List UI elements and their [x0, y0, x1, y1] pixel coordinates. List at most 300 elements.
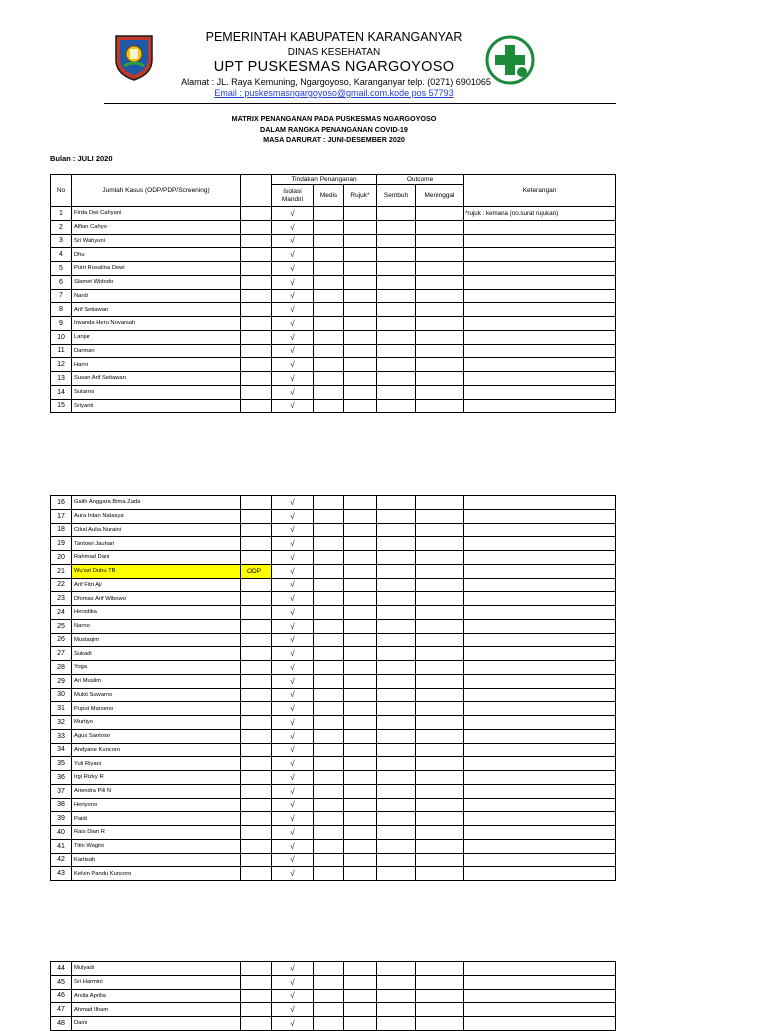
meninggal-cell [416, 578, 464, 592]
sembuh-cell [377, 578, 416, 592]
isolasi-check: √ [272, 496, 314, 510]
row-number: 26 [51, 633, 72, 647]
sembuh-cell [377, 234, 416, 248]
medis-cell [314, 234, 344, 248]
medis-cell [314, 330, 344, 344]
table-row [51, 1003, 616, 1017]
table-row [51, 757, 616, 771]
medis-cell [314, 743, 344, 757]
medis-cell [314, 262, 344, 276]
medis-cell [314, 771, 344, 785]
row-number: 5 [51, 262, 72, 276]
medis-cell [314, 303, 344, 317]
table-row [51, 743, 616, 757]
case-type [241, 716, 272, 730]
table-row [51, 798, 616, 812]
case-type [241, 303, 272, 317]
medis-cell [314, 564, 344, 578]
table-row [51, 248, 616, 262]
isolasi-check: √ [272, 798, 314, 812]
case-name: Harni [72, 358, 241, 372]
case-type [241, 207, 272, 221]
medis-cell [314, 275, 344, 289]
case-type [241, 537, 272, 551]
row-number: 17 [51, 509, 72, 523]
case-name: Yuli Riyani [72, 757, 241, 771]
meninggal-cell [416, 716, 464, 730]
table-row [51, 551, 616, 565]
isolasi-check: √ [272, 303, 314, 317]
case-type [241, 523, 272, 537]
case-name: Kartisah [72, 853, 241, 867]
table-row [51, 207, 616, 221]
rujuk-cell [344, 989, 377, 1003]
row-number: 41 [51, 839, 72, 853]
government-name: PEMERINTAH KABUPATEN KARANGANYAR [205, 30, 463, 44]
case-type [241, 688, 272, 702]
medis-cell [314, 989, 344, 1003]
isolasi-check: √ [272, 564, 314, 578]
rujuk-cell [344, 975, 377, 989]
row-number: 48 [51, 1017, 72, 1031]
case-type [241, 867, 272, 881]
meninggal-cell [416, 674, 464, 688]
case-name: Sutarno [72, 385, 241, 399]
case-type [241, 578, 272, 592]
table-row [51, 523, 616, 537]
table-row [51, 275, 616, 289]
case-type [241, 289, 272, 303]
sembuh-cell [377, 537, 416, 551]
case-name: Mustaqim [72, 633, 241, 647]
case-name: Sukadi [72, 647, 241, 661]
rujuk-cell [344, 234, 377, 248]
keterangan-cell [464, 839, 616, 853]
meninggal-cell [416, 509, 464, 523]
row-number: 16 [51, 496, 72, 510]
case-name: Agus Santoso [72, 729, 241, 743]
keterangan-cell [464, 606, 616, 620]
case-name: Puput Marseno [72, 702, 241, 716]
medis-cell [314, 757, 344, 771]
keterangan-cell [464, 853, 616, 867]
rujuk-cell [344, 248, 377, 262]
case-type [241, 344, 272, 358]
meninggal-cell [416, 523, 464, 537]
medis-cell [314, 578, 344, 592]
isolasi-check: √ [272, 275, 314, 289]
col-type [241, 175, 272, 207]
col-meninggal: Meninggal [416, 185, 464, 207]
case-type [241, 962, 272, 976]
medis-cell [314, 523, 344, 537]
case-type [241, 661, 272, 675]
case-type [241, 633, 272, 647]
sembuh-cell [377, 358, 416, 372]
keterangan-cell [464, 771, 616, 785]
medis-cell [314, 784, 344, 798]
row-number: 27 [51, 647, 72, 661]
case-type [241, 853, 272, 867]
row-number: 28 [51, 661, 72, 675]
sembuh-cell [377, 962, 416, 976]
keterangan-cell [464, 330, 616, 344]
table-row [51, 716, 616, 730]
sembuh-cell [377, 867, 416, 881]
col-rujuk: Rujuk* [344, 185, 377, 207]
case-type [241, 674, 272, 688]
case-type [241, 399, 272, 413]
col-sembuh: Sembuh [377, 185, 416, 207]
sembuh-cell [377, 798, 416, 812]
isolasi-check: √ [272, 853, 314, 867]
case-name: Daini [72, 1017, 241, 1031]
row-number: 11 [51, 344, 72, 358]
case-name: Murtiyo [72, 716, 241, 730]
medis-cell [314, 509, 344, 523]
meninggal-cell [416, 207, 464, 221]
isolasi-check: √ [272, 289, 314, 303]
case-table-2 [50, 495, 616, 881]
meninggal-cell [416, 702, 464, 716]
puskesmas-name: UPT PUSKESMAS NGARGOYOSO [213, 59, 455, 75]
meninggal-cell [416, 798, 464, 812]
keterangan-cell [464, 275, 616, 289]
sembuh-cell [377, 743, 416, 757]
sembuh-cell [377, 716, 416, 730]
case-name: Galih Anggara Bima Zada [72, 496, 241, 510]
case-name: Firda Dwi Cahyani [72, 207, 241, 221]
address-line: Alamat : JL. Raya Kemuning, Ngargoyoso, Karanganyar telp. (0271) 6901065 [181, 77, 491, 87]
case-name: Alfian Cahyo [72, 220, 241, 234]
rujuk-cell [344, 688, 377, 702]
case-type [241, 826, 272, 840]
case-name: Lanjar [72, 330, 241, 344]
isolasi-check: √ [272, 826, 314, 840]
case-name: Paidi [72, 812, 241, 826]
table-row [51, 1017, 616, 1031]
case-name: Irgi Rizky R [72, 771, 241, 785]
isolasi-check: √ [272, 606, 314, 620]
sembuh-cell [377, 647, 416, 661]
row-number: 14 [51, 385, 72, 399]
rujuk-cell [344, 592, 377, 606]
sembuh-cell [377, 853, 416, 867]
rujuk-cell [344, 372, 377, 386]
keterangan-cell [464, 962, 616, 976]
meninggal-cell [416, 962, 464, 976]
row-number: 31 [51, 702, 72, 716]
case-type: ODP [241, 564, 272, 578]
sembuh-cell [377, 207, 416, 221]
rujuk-cell [344, 647, 377, 661]
case-name: Sri Wahyuni [72, 234, 241, 248]
meninggal-cell [416, 853, 464, 867]
isolasi-check: √ [272, 771, 314, 785]
keterangan-cell [464, 385, 616, 399]
medis-cell [314, 551, 344, 565]
isolasi-check: √ [272, 839, 314, 853]
meninggal-cell [416, 248, 464, 262]
keterangan-cell [464, 633, 616, 647]
case-type [241, 509, 272, 523]
rujuk-cell [344, 757, 377, 771]
rujuk-cell [344, 385, 377, 399]
case-name: Arif Fitri Aji [72, 578, 241, 592]
case-name: Dhimas Arif Wibowo [72, 592, 241, 606]
table-row [51, 220, 616, 234]
row-number: 32 [51, 716, 72, 730]
case-type [241, 372, 272, 386]
rujuk-cell [344, 619, 377, 633]
case-type [241, 385, 272, 399]
meninggal-cell [416, 975, 464, 989]
keterangan-cell [464, 234, 616, 248]
keterangan-cell [464, 1003, 616, 1017]
case-table-1 [50, 174, 616, 413]
case-type [241, 798, 272, 812]
meninggal-cell [416, 619, 464, 633]
keterangan-cell [464, 716, 616, 730]
keterangan-cell [464, 661, 616, 675]
medis-cell [314, 344, 344, 358]
case-name: Sriyanti [72, 399, 241, 413]
sembuh-cell [377, 619, 416, 633]
rujuk-cell [344, 523, 377, 537]
medis-cell [314, 853, 344, 867]
keterangan-cell [464, 262, 616, 276]
table-row [51, 853, 616, 867]
email-link[interactable]: Email : puskesmasngargoyoso@gmail.com.kode pos 57793 [214, 88, 454, 98]
case-name: Ariendra Pili N [72, 784, 241, 798]
table-row [51, 771, 616, 785]
sembuh-cell [377, 729, 416, 743]
meninggal-cell [416, 289, 464, 303]
meninggal-cell [416, 688, 464, 702]
isolasi-check: √ [272, 729, 314, 743]
medis-cell [314, 220, 344, 234]
keterangan-cell [464, 757, 616, 771]
case-name: Wu'ozi Duhu TB [72, 564, 241, 578]
sembuh-cell [377, 592, 416, 606]
row-number: 7 [51, 289, 72, 303]
medis-cell [314, 798, 344, 812]
case-name: Ahmad Ilham [72, 1003, 241, 1017]
row-number: 34 [51, 743, 72, 757]
isolasi-check: √ [272, 248, 314, 262]
case-table-3 [50, 961, 616, 1031]
isolasi-check: √ [272, 962, 314, 976]
keterangan-cell [464, 975, 616, 989]
keterangan-cell [464, 303, 616, 317]
case-type [241, 771, 272, 785]
keterangan-cell [464, 372, 616, 386]
case-name: Andyane Kuncoro [72, 743, 241, 757]
case-name: Titin Wagini [72, 839, 241, 853]
meninggal-cell [416, 757, 464, 771]
table-row [51, 688, 616, 702]
rujuk-cell [344, 551, 377, 565]
rujuk-cell [344, 743, 377, 757]
rujuk-cell [344, 496, 377, 510]
medis-cell [314, 647, 344, 661]
document-title [0, 114, 768, 146]
sembuh-cell [377, 523, 416, 537]
meninggal-cell [416, 812, 464, 826]
table-row [51, 592, 616, 606]
medis-cell [314, 619, 344, 633]
rujuk-cell [344, 853, 377, 867]
table-row [51, 619, 616, 633]
sembuh-cell [377, 1003, 416, 1017]
sembuh-cell [377, 262, 416, 276]
isolasi-check: √ [272, 385, 314, 399]
sembuh-cell [377, 399, 416, 413]
case-type [241, 275, 272, 289]
keterangan-cell [464, 674, 616, 688]
keterangan-cell [464, 564, 616, 578]
keterangan-cell [464, 619, 616, 633]
row-number: 13 [51, 372, 72, 386]
row-number: 2 [51, 220, 72, 234]
table-row [51, 839, 616, 853]
case-type [241, 784, 272, 798]
keterangan-cell [464, 592, 616, 606]
row-number: 40 [51, 826, 72, 840]
meninggal-cell [416, 399, 464, 413]
keterangan-cell [464, 289, 616, 303]
table-row [51, 812, 616, 826]
sembuh-cell [377, 289, 416, 303]
rujuk-cell [344, 564, 377, 578]
case-name: Irwanda Heru Novarsah [72, 317, 241, 331]
rujuk-cell [344, 812, 377, 826]
medis-cell [314, 867, 344, 881]
meninggal-cell [416, 633, 464, 647]
row-number: 39 [51, 812, 72, 826]
rujuk-cell [344, 275, 377, 289]
sembuh-cell [377, 372, 416, 386]
case-name: Putri Rosalina Dewi [72, 262, 241, 276]
row-number: 43 [51, 867, 72, 881]
keterangan-cell [464, 496, 616, 510]
meninggal-cell [416, 867, 464, 881]
sembuh-cell [377, 248, 416, 262]
medis-cell [314, 716, 344, 730]
rujuk-cell [344, 399, 377, 413]
isolasi-check: √ [272, 674, 314, 688]
row-number: 12 [51, 358, 72, 372]
case-type [241, 743, 272, 757]
table-row [51, 537, 616, 551]
row-number: 46 [51, 989, 72, 1003]
col-medis: Medis [314, 185, 344, 207]
rujuk-cell [344, 1017, 377, 1031]
table-row [51, 262, 616, 276]
keterangan-cell [464, 344, 616, 358]
isolasi-check: √ [272, 578, 314, 592]
isolasi-check: √ [272, 633, 314, 647]
case-name: Aura Intan Natasya [72, 509, 241, 523]
medis-cell [314, 385, 344, 399]
meninggal-cell [416, 372, 464, 386]
keterangan-cell [464, 743, 616, 757]
isolasi-check: √ [272, 784, 314, 798]
rujuk-cell [344, 537, 377, 551]
table-row [51, 606, 616, 620]
case-name: Susan Arif Setiawan [72, 372, 241, 386]
case-name: Cikal Aulia Nuraini [72, 523, 241, 537]
case-type [241, 330, 272, 344]
rujuk-cell [344, 330, 377, 344]
meninggal-cell [416, 784, 464, 798]
table-row [51, 385, 616, 399]
case-type [241, 619, 272, 633]
rujuk-cell [344, 633, 377, 647]
case-name: Yoga [72, 661, 241, 675]
medis-cell [314, 606, 344, 620]
row-number: 36 [51, 771, 72, 785]
case-name: Dhu [72, 248, 241, 262]
case-name: Ari Muslim [72, 674, 241, 688]
rujuk-cell [344, 729, 377, 743]
sembuh-cell [377, 551, 416, 565]
isolasi-check: √ [272, 989, 314, 1003]
table-row [51, 975, 616, 989]
meninggal-cell [416, 496, 464, 510]
meninggal-cell [416, 358, 464, 372]
row-number: 10 [51, 330, 72, 344]
isolasi-check: √ [272, 537, 314, 551]
table-row [51, 661, 616, 675]
table-row [51, 578, 616, 592]
rujuk-cell [344, 674, 377, 688]
table-row [51, 344, 616, 358]
rujuk-cell [344, 578, 377, 592]
table-row [51, 784, 616, 798]
case-name: Nardi [72, 289, 241, 303]
rujuk-cell [344, 962, 377, 976]
sembuh-cell [377, 757, 416, 771]
sembuh-cell [377, 275, 416, 289]
isolasi-check: √ [272, 358, 314, 372]
keterangan-cell [464, 317, 616, 331]
medis-cell [314, 1003, 344, 1017]
rujuk-cell [344, 702, 377, 716]
isolasi-check: √ [272, 975, 314, 989]
row-number: 19 [51, 537, 72, 551]
green-cross-icon [482, 34, 538, 86]
sembuh-cell [377, 826, 416, 840]
case-type [241, 1017, 272, 1031]
keterangan-cell: *rujuk : kemana (no.surat rujukan) [464, 207, 616, 221]
row-number: 44 [51, 962, 72, 976]
sembuh-cell [377, 303, 416, 317]
table-row [51, 496, 616, 510]
medis-cell [314, 592, 344, 606]
case-name: Narno [72, 619, 241, 633]
rujuk-cell [344, 207, 377, 221]
sembuh-cell [377, 674, 416, 688]
sembuh-cell [377, 784, 416, 798]
table-row [51, 372, 616, 386]
meninggal-cell [416, 262, 464, 276]
col-tindakan: Tindakan Penanganan [272, 175, 377, 185]
row-number: 33 [51, 729, 72, 743]
meninggal-cell [416, 344, 464, 358]
case-type [241, 989, 272, 1003]
medis-cell [314, 975, 344, 989]
